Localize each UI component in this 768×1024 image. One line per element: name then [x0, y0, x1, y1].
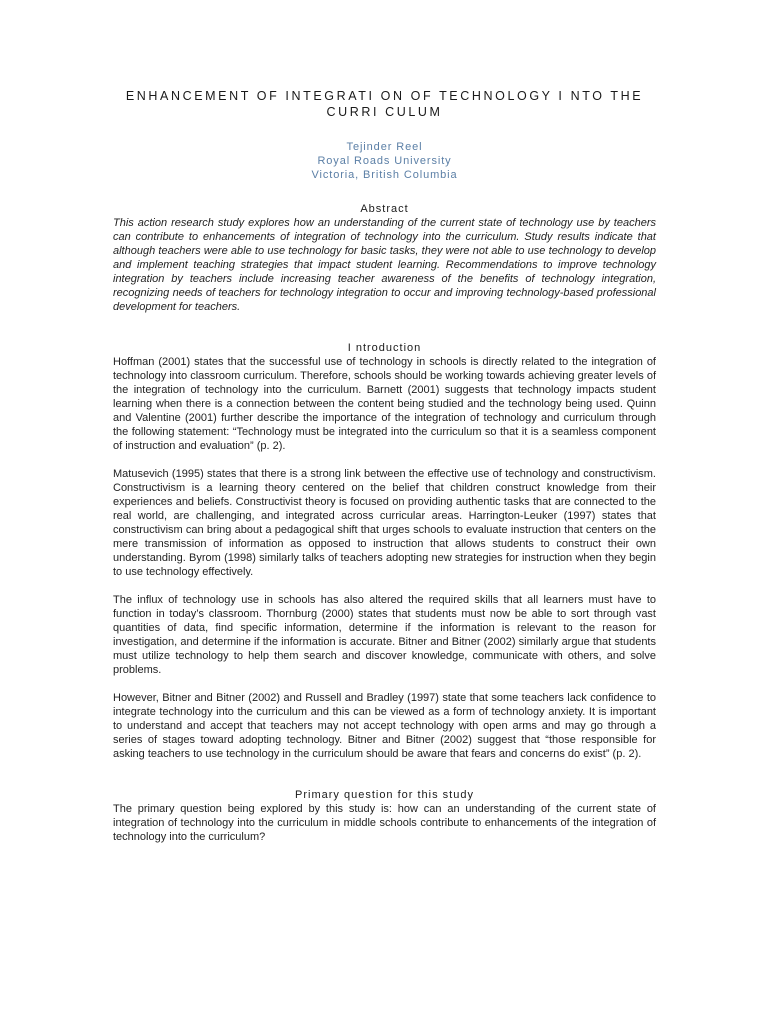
primary-question-heading: Primary question for this study: [295, 789, 474, 801]
primary-question-text: The primary question being explored by this study is: how can an understanding of the current state of integration of technology into the curriculum in middle schools contribute to enhancements of the integration of technology into the curriculum?: [113, 803, 656, 843]
author-block: [113, 140, 656, 182]
document-title: ENHANCEMENT OF INTEGRATI ON OF TECHNOLOGY I NTO THE CURRI CULUM: [125, 89, 644, 119]
document-page: [113, 88, 656, 844]
introduction-paragraph: Hoffman (2001) states that the successful use of technology in schools is directly related to the integration of technology into classroom curriculum. Therefore, schools should be working towards achieving greater levels of the integration of technology into the curriculum. Barnett (2001) suggests that technology impacts student learning when there is a connection between the content being studied and the technology being used. Quinn and Valentine (2001) further describe the importance of the integration of technology and curriculum through the following statement: “Technology must be integrated into the curriculum so that it is a seamless component of instruction and evaluation” (p. 2).: [113, 356, 656, 452]
abstract-heading: Abstract: [360, 203, 409, 215]
introduction-body: [113, 355, 656, 761]
abstract-text: This action research study explores how an understanding of the current state of technology use by teachers can contribute to enhancements of integration of technology into the curriculum. Study results indicate that although teachers were able to use technology for basic tasks, they were not able to use technology to develop and implement teaching strategies that impact student learning. Recommendations to improve technology integration by teachers include increasing teacher awareness of the benefits of technology integration, recognizing needs of teachers for technology integration to occur and improving technology-based professional development for teachers.: [113, 217, 656, 313]
introduction-paragraph: However, Bitner and Bitner (2002) and Russell and Bradley (1997) state that some teachers lack confidence to integrate technology into the curriculum and this can be viewed as a form of technology anxiety. It is important to understand and accept that teachers may not accept technology with open arms and may go through a series of stages toward adopting technology. Bitner and Bitner (2002) suggest that “those responsible for asking teachers to use technology in the curriculum should be aware that fears and concerns do exist” (p. 2).: [113, 692, 656, 760]
author-institution: Royal Roads University: [317, 155, 452, 167]
author-location: Victoria, British Columbia: [311, 169, 458, 181]
introduction-heading: I ntroduction: [347, 342, 422, 354]
introduction-paragraph: Matusevich (1995) states that there is a strong link between the effective use of technology and constructivism. Constructivism is a learning theory centered on the belief that children construct knowledge from their experiences and beliefs. Constructivist theory is focused on providing authentic tasks that are connected to the real world, are challenging, and integrated across curricular areas. Harrington-Leuker (1997) states that constructivism can bring about a pedagogical shift that urges schools to evaluate instruction that centers on the mere transmission of information as opposed to instruction that allows students to construct their own understanding. Byrom (1998) similarly talks of teachers adopting new strategies for instruction when they begin to use technology effectively.: [113, 468, 656, 578]
author-name: Tejinder Reel: [346, 141, 423, 153]
introduction-paragraph: The influx of technology use in schools has also altered the required skills that all learners must have to function in today’s classroom. Thornburg (2000) states that students must now be able to sort through vast quantities of data, find specific information, determine if the information is relevant to the reason for investigation, and determine if the information is accurate. Bitner and Bitner (2002) similarly argue that students must utilize technology to help them search and discover knowledge, communicate with others, and solve problems.: [113, 594, 656, 676]
